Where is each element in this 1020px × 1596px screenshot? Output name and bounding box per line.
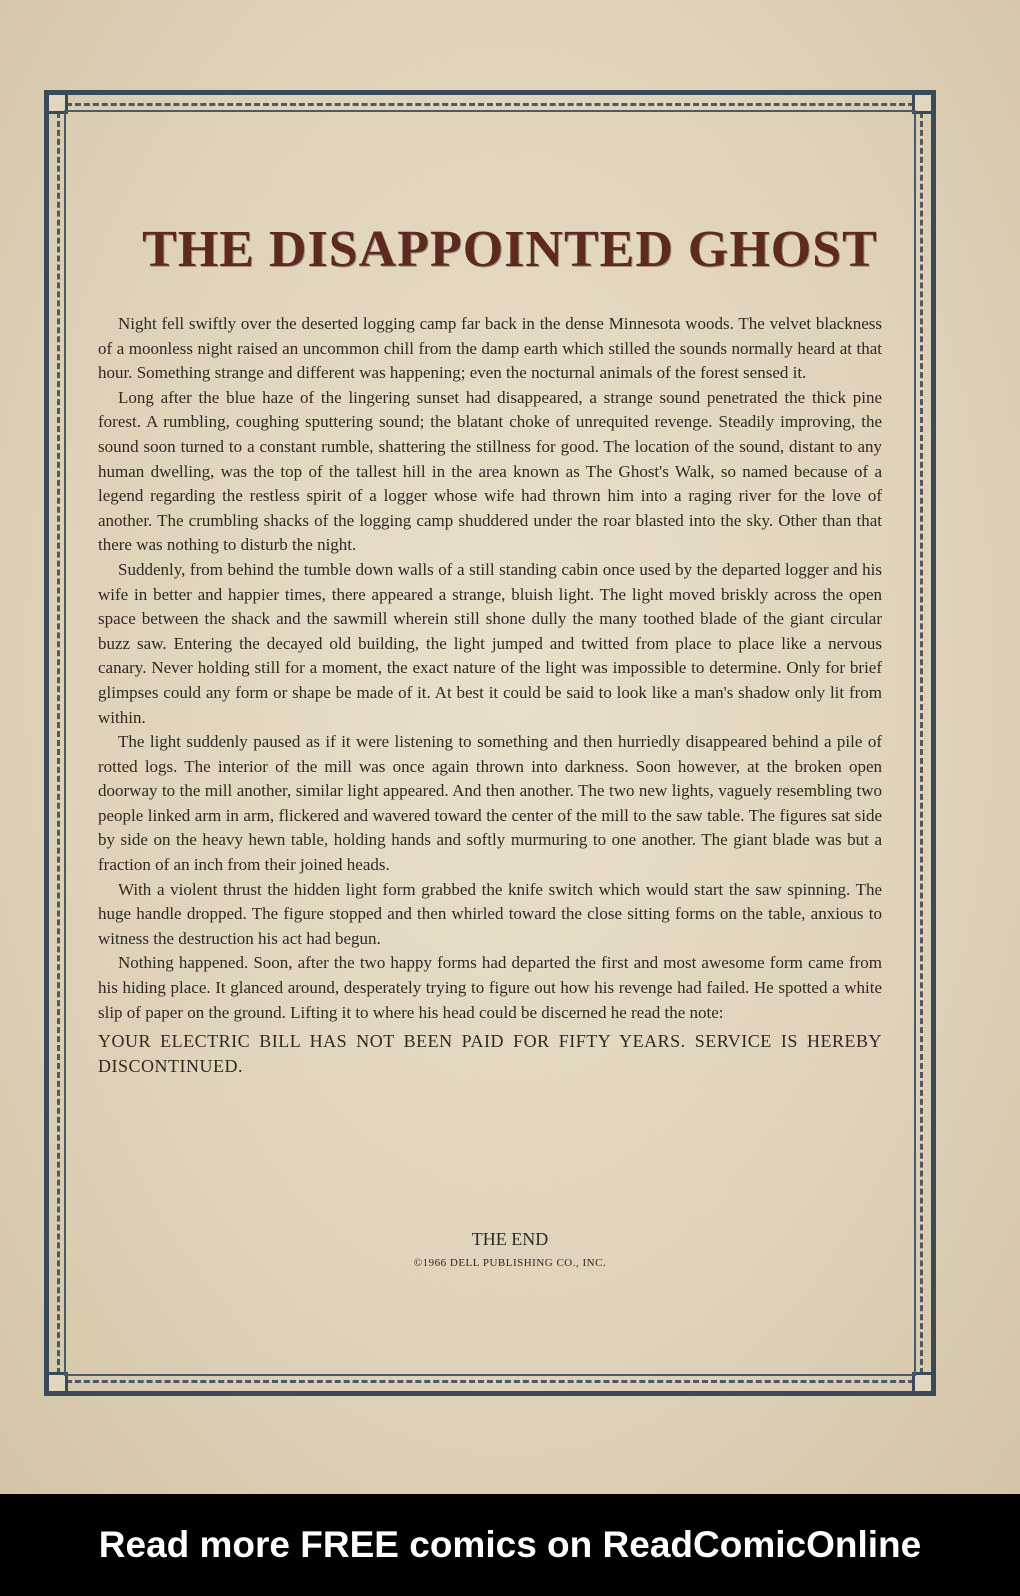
promo-banner: Read more FREE comics on ReadComicOnline — [0, 1494, 1020, 1596]
frame-corner-ornament — [46, 1372, 68, 1394]
story-title: THE DISAPPOINTED GHOST — [142, 221, 878, 278]
story-paragraph: Suddenly, from behind the tumble down walls of a still standing cabin once used by the departed logger and his wife in better and happier times, there appeared a strange, bluish light. The light moved briskly across the open space between the shack and the sawmill wherein still shone dully the many toothed blade of the giant circular buzz saw. Entering the decayed old building, the light jumped and twitted from place to place like a nervous canary. Never holding still for a moment, the exact nature of the light was impossible to determine. Only for brief glimpses could any form or shape be made of it. At best it could be said to look like a man's shadow only lit from within. — [98, 559, 882, 727]
story-paragraph: The light suddenly paused as if it were listening to something and then hurriedly disappeared behind a pile of rotted logs. The interior of the mill was once again thrown into darkness. Soon however, at the broken open doorway to the mill another, similar light appeared. And then another. The two new lights, vaguely resembling two people linked arm in arm, flickered and wavered toward the center of the mill to the saw table. The figures sat side by side on the heavy hewn table, holding hands and softly murmuring to one another. The giant blade was but a fraction of an inch from their joined heads. — [98, 732, 882, 875]
story-paragraph: Nothing happened. Soon, after the two happy forms had departed the first and most awesome form came from his hiding place. It glanced around, desperately trying to figure out how his revenge had failed. He spotted a white slip of paper on the ground. Lifting it to where his head could be discerned he read the note: — [98, 953, 882, 1022]
frame-corner-ornament — [46, 92, 68, 114]
copyright-notice: ©1966 DELL PUBLISHING CO., INC. — [413, 1257, 607, 1269]
frame-corner-ornament — [912, 1372, 934, 1394]
story-paragraph: Long after the blue haze of the lingering sunset had disappeared, a strange sound penetrated the thick pine forest. A rumbling, coughing sputtering sound; the blatant choke of unrequited revenge. Steadily improving, the sound soon turned to a constant rumble, shattering the stillness for good. The location of the sound, distant to any human dwelling, was the top of the tallest hill in the area known as The Ghost's Walk, so named because of a legend regarding the restless spirit of a logger whose wife had thrown him into a raging river for the love of another. The crumbling shacks of the logging camp shuddered under the roar blasted into the sky. Other than that there was nothing to disturb the night. — [98, 387, 882, 555]
story-paragraph: With a violent thrust the hidden light form grabbed the knife switch which would start the saw spinning. The huge handle dropped. The figure stopped and then whirled toward the close sitting forms on the table, anxious to witness the destruction his act had begun. — [98, 879, 882, 948]
story-paragraph: Night fell swiftly over the deserted logging camp far back in the dense Minnesota woods. The velvet blackness of a moonless night raised an uncommon chill from the damp earth which stilled the sounds normally heard at that hour. Something strange and different was happening; even the nocturnal animals of the forest sensed it. — [98, 314, 882, 383]
ghost-note-text: YOUR ELECTRIC BILL HAS NOT BEEN PAID FOR FIFTY YEARS. SERVICE IS HEREBY DISCONTINUED. — [98, 1031, 882, 1077]
story-body — [98, 312, 882, 1079]
the-end-label: THE END — [471, 1229, 549, 1249]
frame-corner-ornament — [912, 92, 934, 114]
